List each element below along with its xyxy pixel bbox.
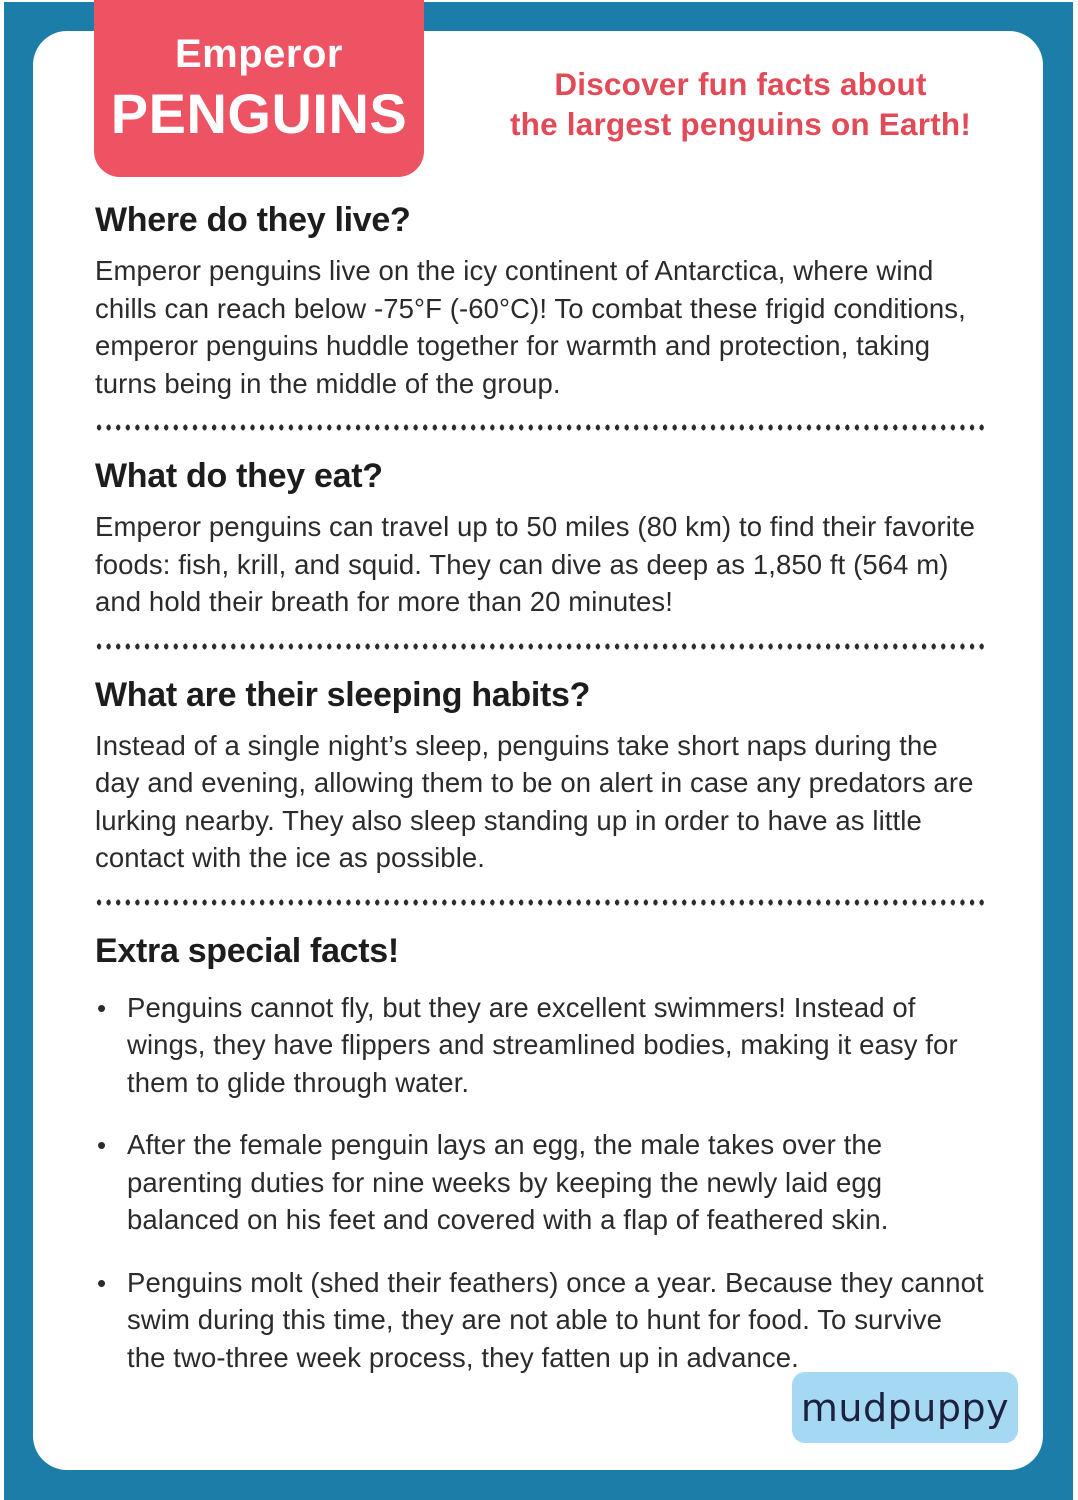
section-extra-facts bbox=[95, 927, 987, 1377]
title-badge bbox=[94, 0, 424, 177]
tagline-line2: the largest penguins on Earth! bbox=[509, 106, 972, 142]
section-heading: What do they eat? bbox=[95, 457, 383, 495]
section-heading: Where do they live? bbox=[95, 201, 411, 239]
card-title-line1: Emperor bbox=[175, 31, 343, 76]
mudpuppy-logo bbox=[792, 1372, 1018, 1443]
section-body: Instead of a single night’s sleep, penguins take short naps during the day and evening, allowing them to be on alert in case any predators are lurking nearby. They also sleep standing up in order to have as little contact with the ice as possible. bbox=[95, 729, 974, 873]
section-heading: Extra special facts! bbox=[95, 931, 399, 970]
brand-name: mudpuppy bbox=[800, 1385, 1010, 1430]
fact-text: Penguins cannot fly, but they are excellent swimmers! Instead of wings, they have flippers and streamlined bodies, making it easy for them to glide through water. bbox=[127, 991, 958, 1098]
card-content bbox=[95, 196, 987, 1401]
dotted-divider bbox=[95, 899, 987, 906]
bullet-icon: • bbox=[97, 992, 107, 1023]
fact-text: After the female penguin lays an egg, the male takes over the parenting duties for nine weeks by keeping the newly laid egg balanced on his feet and covered with a flap of feathered skin. bbox=[127, 1129, 889, 1235]
dotted-divider bbox=[95, 424, 987, 431]
dotted-divider bbox=[95, 643, 987, 650]
bullet-icon: • bbox=[97, 1130, 107, 1160]
section-where-they-live bbox=[95, 196, 987, 402]
fact-bullet-item bbox=[95, 989, 987, 1102]
extra-facts-list bbox=[95, 989, 987, 1377]
tagline-line1: Discover fun facts about bbox=[554, 66, 927, 102]
tagline bbox=[468, 64, 1013, 144]
section-sleeping-habits bbox=[95, 671, 987, 877]
card-title-line2: PENGUINS bbox=[110, 81, 408, 145]
fact-bullet-item bbox=[95, 1264, 987, 1377]
bullet-icon: • bbox=[97, 1267, 107, 1298]
section-body: Emperor penguins can travel up to 50 miles (80 km) to find their favorite foods: fish, krill, and squid. They can dive as deep as 1,850 ft (564 m) and hold their breath for more than 20 minutes! bbox=[95, 511, 976, 617]
section-heading: What are their sleeping habits? bbox=[95, 675, 591, 714]
fact-bullet-item bbox=[95, 1126, 987, 1239]
section-body: Emperor penguins live on the icy continent of Antarctica, where wind chills can reach below -75°F (-60°C)! To combat these frigid conditions, emperor penguins huddle together for warmth and protection, taking turns being in the middle of the group. bbox=[95, 255, 966, 399]
fact-text: Penguins molt (shed their feathers) once a year. Because they cannot swim during this time, they are not able to hunt for food. To survive the two-three week process, they fatten up in advance. bbox=[127, 1266, 984, 1373]
section-what-they-eat bbox=[95, 452, 987, 621]
